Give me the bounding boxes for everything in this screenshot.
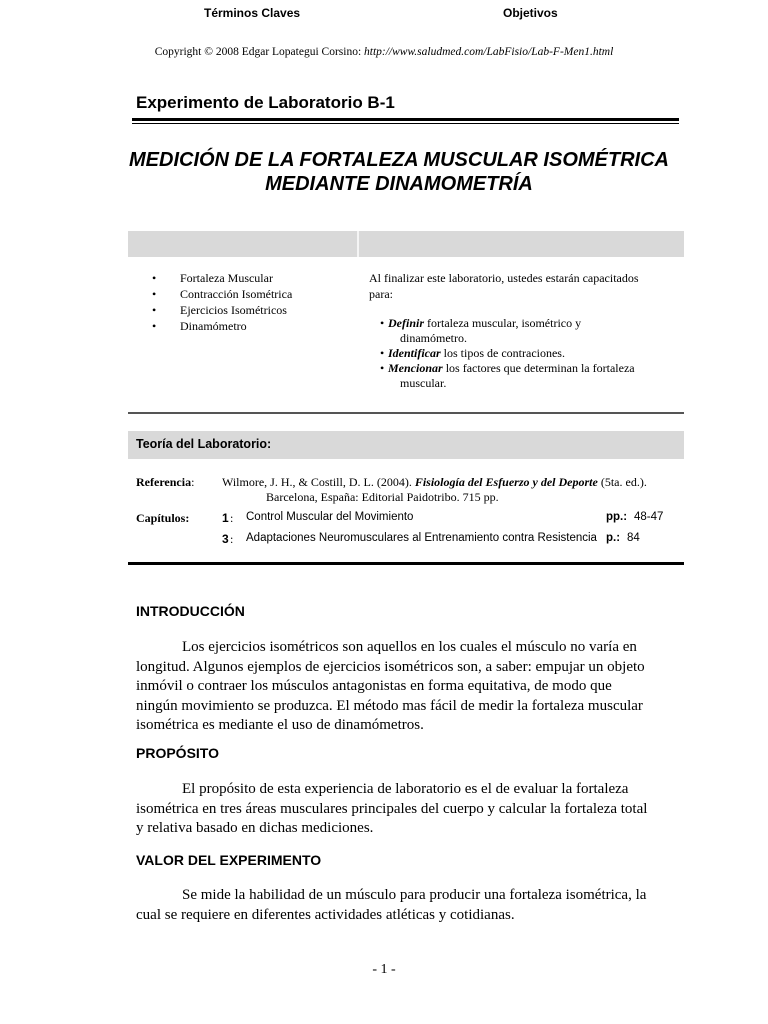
reference-text [222,475,682,505]
section-heading-valor: VALOR DEL EXPERIMENTO [136,852,322,868]
section-heading-proposito: PROPÓSITO [136,745,219,761]
objective-text: fortaleza muscular, isométrico y [424,316,582,330]
copyright-text: Copyright © 2008 Edgar Lopategui Corsino: [154,46,362,58]
objective-item [388,361,678,391]
objectives-intro [369,270,669,302]
key-term-item: • Fortaleza Muscular [152,270,292,286]
source-url[interactable]: http://www.saludmed.com/LabFisio/Lab-F-Men1.html [364,46,614,58]
terms-objectives-header-bar [128,229,684,257]
objectives-heading: Objetivos [503,6,558,20]
objective-text-cont: muscular. [400,376,447,390]
chapters-label: Capítulos: [136,511,190,525]
main-title-line-1: MEDICIÓN DE LA FORTALEZA MUSCULAR ISOMÉTRICA [129,149,669,171]
objectives-list [388,316,678,391]
objectives-intro-line-1: Al finalizar este laboratorio, ustedes estarán capacitados [369,271,639,285]
reference-authors: Wilmore, J. H., & Costill, D. L. (2004). [222,475,415,489]
reference-publisher: Barcelona, España: Editorial Paidotribo. 715 pp. [266,490,499,504]
chapter-name: Adaptaciones Neuromusculares al Entrenamiento contra Resistencia [246,532,597,544]
objective-text: los tipos de contraciones. [440,346,565,360]
chapter-number: 1 [222,511,229,525]
chapter-pages-label: p.: [606,532,621,544]
key-term-item: • Contracción Isométrica [152,286,292,302]
objective-verb: Mencionar [388,361,443,375]
key-terms-heading: Términos Claves [204,6,301,20]
objective-text-cont: dinamómetro. [400,331,467,345]
objective-item [388,316,678,346]
main-title [110,148,688,196]
chapter-name: Control Muscular del Movimiento [246,511,414,523]
chapter-colon: : [230,511,234,525]
key-term-item: • Dinamómetro [152,318,292,334]
page-number: - 1 - [372,962,396,977]
section-body-proposito: El propósito de esta experiencia de laboratorio es el de evaluar la fortaleza isométrica en tres áreas musculares principales del cuerpo y calcular la fortaleza total y relativa basado en dichas mediciones. [136,781,648,836]
section-heading-introduccion: INTRODUCCIÓN [136,603,245,619]
chapter-colon: : [230,532,234,546]
key-terms-list [152,270,292,334]
header-separator [357,231,359,257]
chapter-pages: 84 [627,532,640,544]
theory-bottom-rule [128,562,684,565]
section-divider [128,412,684,414]
objective-verb: Definir [388,316,424,330]
section-body-introduccion: Los ejercicios isométricos son aquellos en los cuales el músculo no varía en longitud. Algunos ejemplos de ejercicios isométricos son, a saber: empujar un objeto inmóvil o contraer los músculos antagonistas en forma equitativa, de modo que ningún movimiento se produzca. El método mas fácil de medir la fortaleza muscular isométrica es mediante el uso de dinamómetros. [136,639,645,733]
chapter-pages-label: pp.: [606,511,628,523]
title-rule-thick [132,118,679,121]
key-term-item: • Ejercicios Isométricos [152,302,292,318]
objective-item [388,346,678,361]
objectives-intro-line-2: para: [369,287,393,301]
copyright-line [0,46,768,58]
chapter-number: 3 [222,532,229,546]
title-rule-thin [132,123,679,124]
section-body-valor: Se mide la habilidad de un músculo para producir una fortaleza isométrica, la cual se requiere en diferentes actividades atléticas y cotidianas. [136,887,647,923]
reference-label: Referencia: [136,475,195,489]
reference-book-title: Fisiología del Esfuerzo y del Deporte [414,475,598,489]
objective-text: los factores que determinan la fortaleza [442,361,635,375]
main-title-line-2: MEDIANTE DINAMOMETRÍA [265,173,533,195]
reference-edition: (5ta. ed.). [597,475,647,489]
theory-heading: Teoría del Laboratorio: [136,437,272,451]
objective-verb: Identificar [388,346,441,360]
lab-title: Experimento de Laboratorio B-1 [136,93,395,112]
chapter-pages: 48-47 [634,511,664,523]
